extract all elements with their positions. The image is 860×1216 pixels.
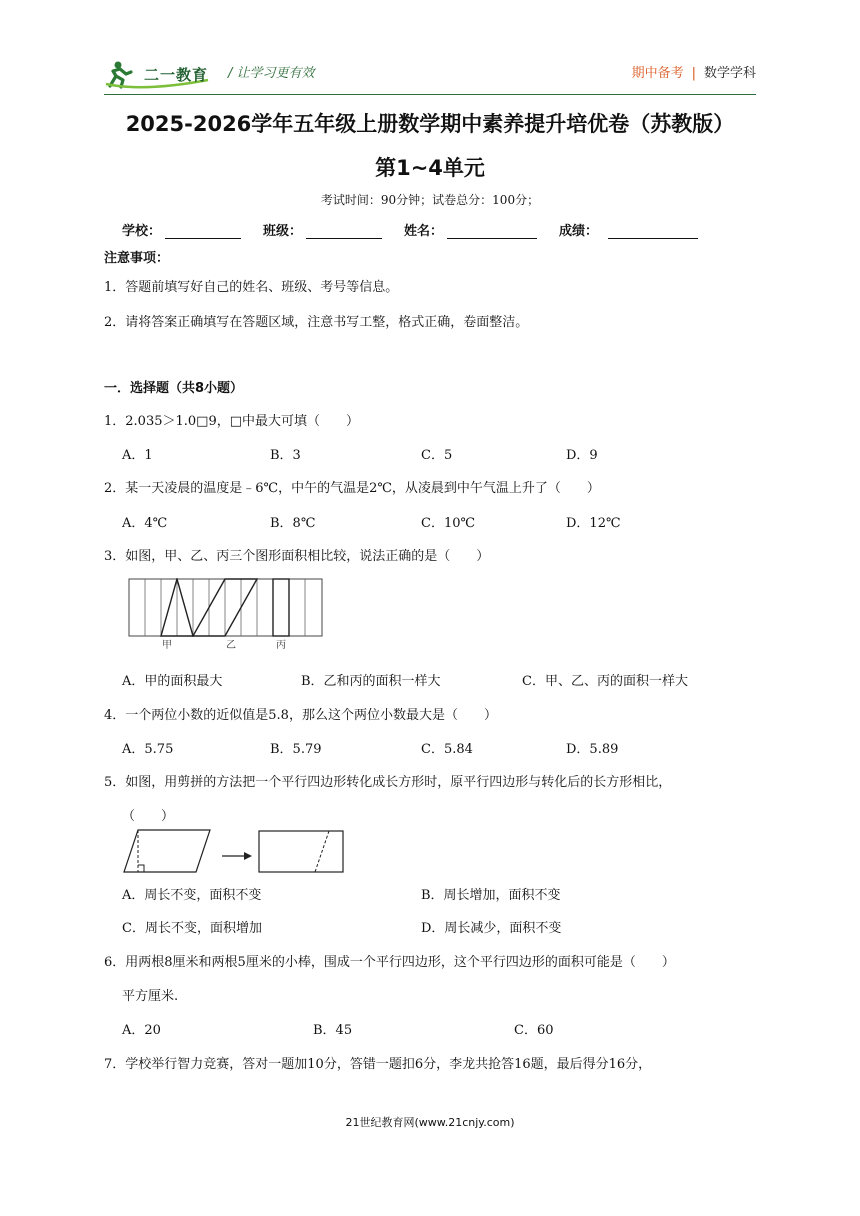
header-divider <box>104 94 756 95</box>
school-blank[interactable] <box>165 224 241 239</box>
option[interactable]: B．3 <box>270 448 301 463</box>
area-comparison-figure <box>128 578 324 650</box>
option[interactable]: D．9 <box>566 448 598 463</box>
school-label: 学校： <box>122 224 162 239</box>
option[interactable]: C．周长不变，面积增加 <box>122 921 262 936</box>
option[interactable]: A．5.75 <box>122 742 174 757</box>
option[interactable]: B．8℃ <box>270 516 316 531</box>
question-stem: 3．如图，甲、乙、丙三个图形面积相比较，说法正确的是（ ） <box>104 549 490 564</box>
score-label: 成绩： <box>559 224 599 239</box>
notice-item: 2．请将答案正确填写在答题区域，注意书写工整，格式正确，卷面整洁。 <box>104 315 529 330</box>
school-field[interactable] <box>122 220 241 239</box>
option[interactable]: C．5.84 <box>421 742 473 757</box>
slogan: / 让学习更有效 <box>228 66 315 81</box>
question-stem: 7．学校举行智力竞赛，答对一题加10分，答错一题扣6分，李龙共抢答16题，最后得分16分， <box>104 1057 652 1072</box>
tag-exam-prep: 期中备考 <box>631 66 684 81</box>
option[interactable]: B．45 <box>313 1023 353 1038</box>
question-stem: 2．某一天凌晨的温度是﹣6℃，中午的气温是2℃，从凌晨到中午气温上升了（ ） <box>104 481 600 496</box>
logo-text: 二一教育 <box>144 66 209 84</box>
page-subtitle: 第1~4单元 <box>375 156 485 180</box>
option[interactable]: C．10℃ <box>421 516 476 531</box>
option[interactable]: A．周长不变，面积不变 <box>122 888 262 903</box>
label-jia: 甲 <box>162 640 172 650</box>
exam-meta: 考试时间：90分钟；试卷总分：100分； <box>320 193 540 207</box>
page-title: 2025-2026学年五年级上册数学期中素养提升培优卷（苏教版） <box>125 112 735 136</box>
option[interactable]: C．5 <box>421 448 453 463</box>
option[interactable]: B．5.79 <box>270 742 322 757</box>
name-field[interactable] <box>404 220 537 239</box>
class-label: 班级： <box>263 224 303 239</box>
option[interactable]: A．甲的面积最大 <box>122 674 223 689</box>
rectangle <box>259 831 343 872</box>
option[interactable]: D．周长减少，面积不变 <box>421 921 562 936</box>
name-blank[interactable] <box>447 224 537 239</box>
parallelogram-to-rectangle-figure <box>122 828 348 878</box>
tag-subject: 数学学科 <box>703 66 756 81</box>
class-field[interactable] <box>263 220 382 239</box>
score-field[interactable] <box>559 220 698 239</box>
question-stem-continued: （ ） <box>122 809 175 824</box>
question-stem: 4．一个两位小数的近似值是5.8，那么这个两位小数最大是（ ） <box>104 708 497 723</box>
option[interactable]: A．4℃ <box>122 516 168 531</box>
section-heading: 一．选择题（共8小题） <box>104 381 244 396</box>
question-stem: 5．如图，用剪拼的方法把一个平行四边形转化成长方形时，原平行四边形与转化后的长方形相比， <box>104 775 672 790</box>
question-stem-continued: 平方厘米. <box>122 989 179 1004</box>
class-blank[interactable] <box>306 224 382 239</box>
page-header <box>0 0 860 100</box>
student-info-fields <box>122 220 720 239</box>
header-tags <box>632 62 756 81</box>
option[interactable]: C．甲、乙、丙的面积一样大 <box>522 674 688 689</box>
option[interactable]: D．5.89 <box>566 742 619 757</box>
rectangle-bing <box>273 579 289 636</box>
page-footer: 21世纪教育网(www.21cnjy.com) <box>345 1116 515 1129</box>
option[interactable]: D．12℃ <box>566 516 621 531</box>
option[interactable]: A．1 <box>122 448 153 463</box>
option[interactable]: B．周长增加，面积不变 <box>421 888 561 903</box>
name-label: 姓名： <box>404 224 444 239</box>
option[interactable]: B．乙和丙的面积一样大 <box>301 674 441 689</box>
question-stem: 1．2.035＞1.0□9，□中最大可填（ ） <box>104 414 359 429</box>
parallelogram <box>124 830 210 872</box>
notice-heading: 注意事项： <box>104 251 170 266</box>
option[interactable]: A．20 <box>122 1023 161 1038</box>
label-bing: 丙 <box>276 640 286 650</box>
notice-item: 1．答题前填写好自己的姓名、班级、考号等信息。 <box>104 280 399 295</box>
label-yi: 乙 <box>226 640 236 650</box>
tag-separator: | <box>691 66 696 81</box>
question-stem: 6．用两根8厘米和两根5厘米的小棒，围成一个平行四边形，这个平行四边形的面积可能是（ ） <box>104 955 675 970</box>
score-blank[interactable] <box>608 224 698 239</box>
option[interactable]: C．60 <box>514 1023 554 1038</box>
